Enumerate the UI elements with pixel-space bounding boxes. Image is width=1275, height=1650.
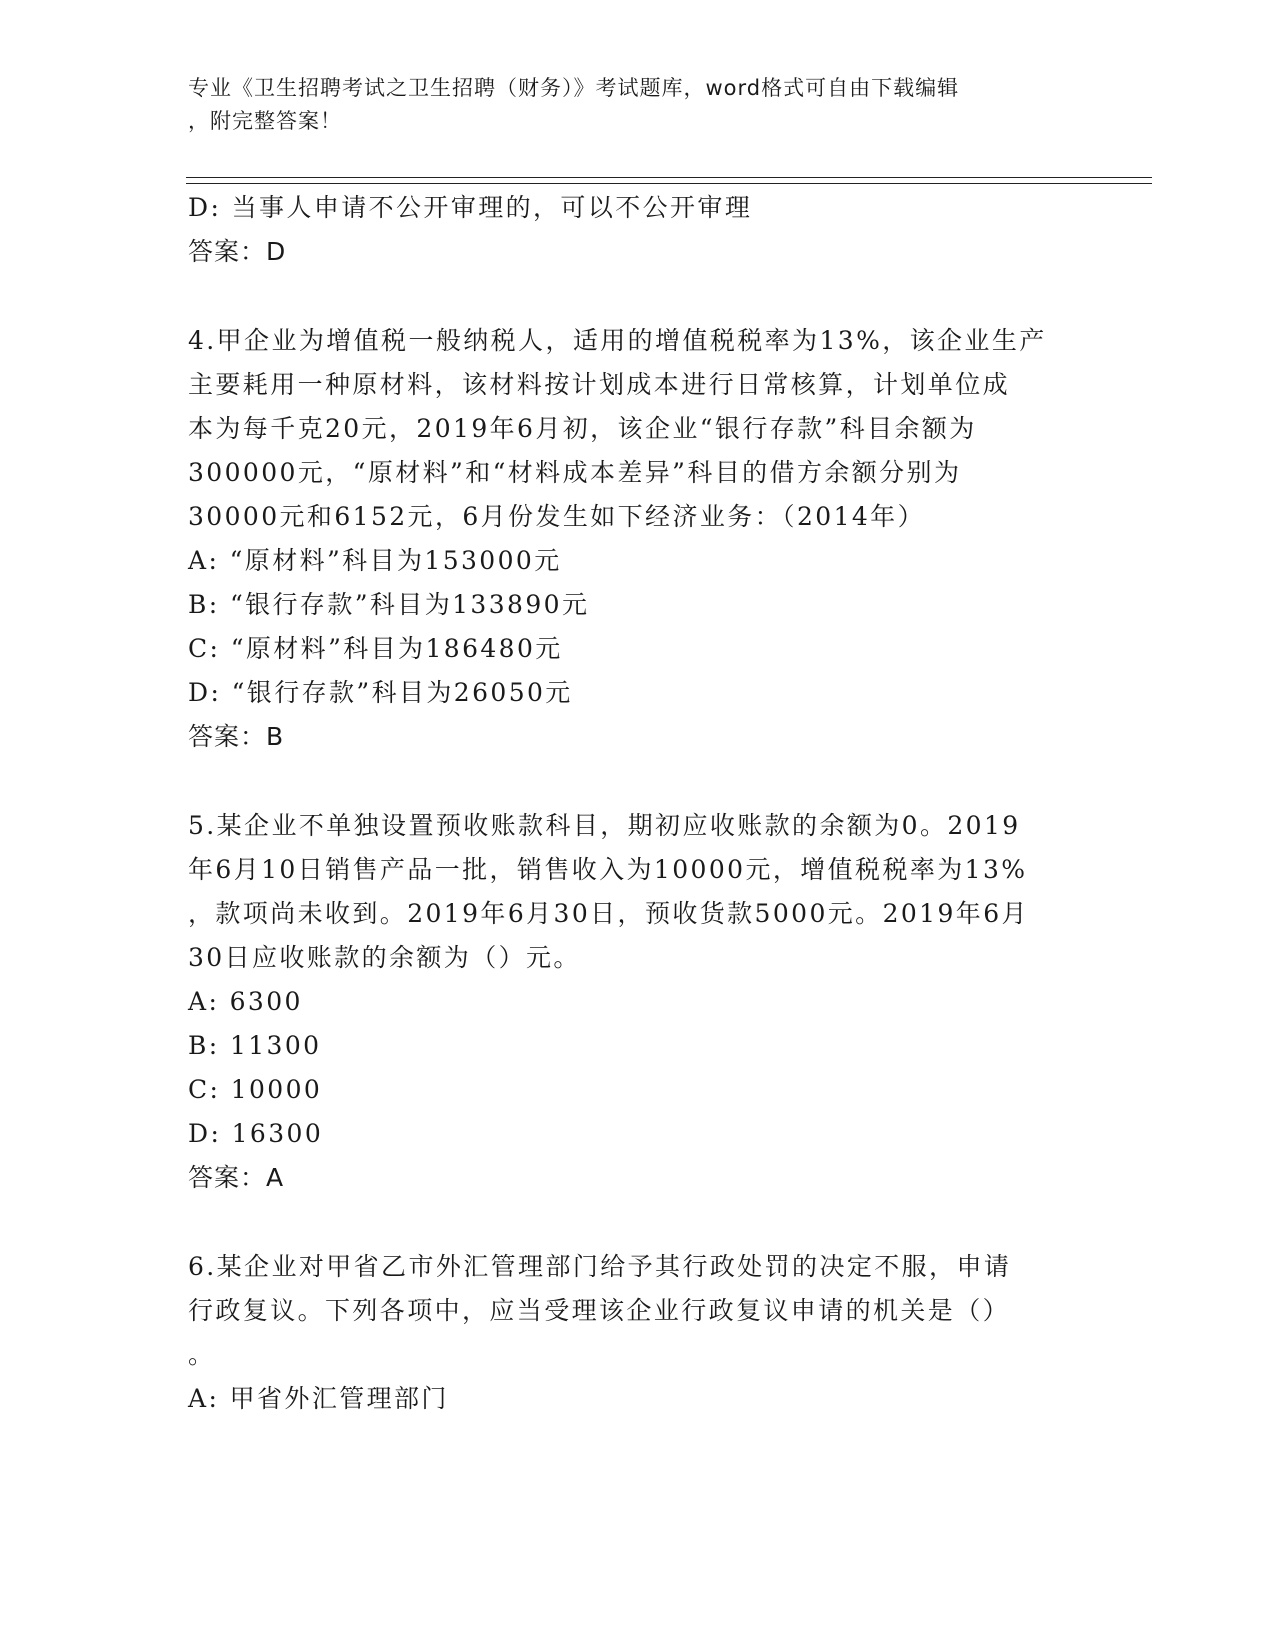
q4-stem-line: 主要耗用一种原材料，该材料按计划成本进行日常核算，计划单位成 (188, 370, 1011, 399)
q4-option-c: C: “原材料”科目为186480元 (188, 634, 563, 663)
q4-option-a: A: “原材料”科目为153000元 (188, 546, 562, 575)
header-divider-top (186, 177, 1152, 178)
q3-answer: 答案：D (188, 237, 287, 266)
q5-stem-line: 30日应收账款的余额为（）元。 (188, 943, 581, 972)
q4-stem-line: 30000元和6152元，6月份发生如下经济业务：（2014年） (188, 502, 925, 531)
q5-stem-line: 5.某企业不单独设置预收账款科目，期初应收账款的余额为0。2019 (188, 811, 1021, 840)
q6-stem-line: 。 (188, 1340, 216, 1369)
q4-stem-line: 本为每千克20元，2019年6月初，该企业“银行存款”科目余额为 (188, 414, 977, 443)
q4-option-b: B: “银行存款”科目为133890元 (188, 590, 590, 619)
q3-option-d: D: 当事人申请不公开审理的，可以不公开审理 (188, 193, 753, 222)
q4-stem-line: 300000元，“原材料”和“材料成本差异”科目的借方余额分别为 (188, 458, 962, 487)
q5-option-b: B: 11300 (188, 1031, 322, 1060)
q6-stem-line: 行政复议。下列各项中，应当受理该企业行政复议申请的机关是（） (188, 1296, 1011, 1325)
header-divider-bottom (186, 183, 1152, 184)
q5-stem-line: ，款项尚未收到。2019年6月30日，预收货款5000元。2019年6月 (188, 899, 1029, 928)
q5-answer: 答案：A (188, 1163, 285, 1192)
q5-stem-line: 年6月10日销售产品一批，销售收入为10000元，增值税税率为13% (188, 855, 1028, 884)
q4-answer: 答案：B (188, 722, 285, 751)
q4-option-d: D: “银行存款”科目为26050元 (188, 678, 573, 707)
q5-option-a: A: 6300 (188, 987, 303, 1016)
q5-option-c: C: 10000 (188, 1075, 323, 1104)
q6-stem-line: 6.某企业对甲省乙市外汇管理部门给予其行政处罚的决定不服，申请 (188, 1252, 1012, 1281)
q6-option-a: A: 甲省外汇管理部门 (188, 1384, 449, 1413)
document-header: 专业《卫生招聘考试之卫生招聘（财务）》考试题库，word格式可自由下载编辑 ，附完整答案！ (188, 76, 960, 133)
q5-option-d: D: 16300 (188, 1119, 324, 1148)
q4-stem-line: 4.甲企业为增值税一般纳税人，适用的增值税税率为13%，该企业生产 (188, 326, 1047, 355)
